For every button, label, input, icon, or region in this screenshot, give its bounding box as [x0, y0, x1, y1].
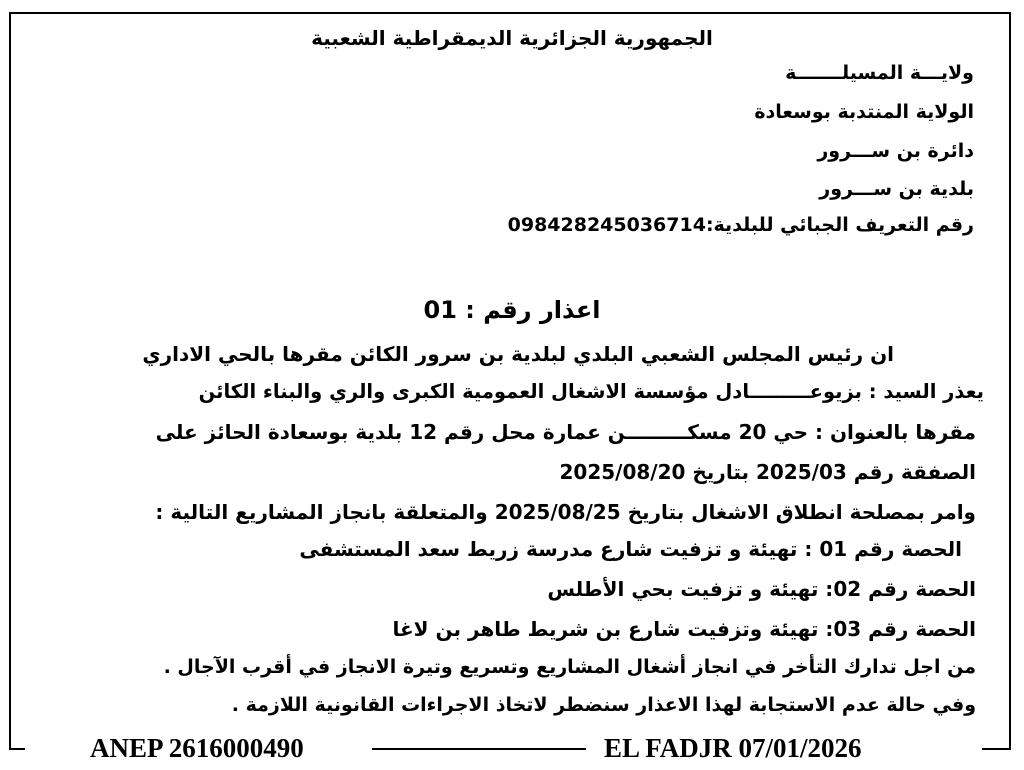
frame-bottom-left — [9, 748, 25, 750]
anep-reference: ANEP 2616000490 — [84, 733, 310, 763]
daira-line: دائرة بن ســـرور — [817, 140, 974, 162]
frame-bottom-right — [982, 748, 1011, 750]
lot-2-line: الحصة رقم 02: تهيئة و تزفيت بحي الأطلس — [547, 577, 976, 601]
wilaya-line: ولايـــة المسيلـــــــة — [785, 62, 974, 84]
body-line-2: يعذر السيد : بزيوعـــــــــادل مؤسسة الاشغال العمومية الكبرى والري والبناء الكائن — [198, 380, 984, 403]
newspaper-reference: EL FADJR 07/01/2026 — [598, 733, 868, 763]
delegated-wilaya-line: الولاية المنتدبة بوسعادة — [754, 101, 974, 123]
lot-1-line: الحصة رقم 01 : تهيئة و تزفيت شارع مدرسة زريط سعد المستشفى — [299, 537, 962, 561]
body-line-5: وامر بمصلحة انطلاق الاشغال بتاريخ 2025/08/25 والمتعلقة بانجاز المشاريع التالية : — [155, 500, 976, 524]
tax-id-line: رقم التعريف الجبائي للبلدية:098428245036714 — [507, 214, 974, 236]
notice-title: اعذار رقم : 01 — [423, 296, 601, 324]
frame-bottom-middle — [372, 748, 586, 750]
republic-title: الجمهورية الجزائرية الديمقراطية الشعبية — [311, 26, 713, 50]
body-line-4: الصفقة رقم 2025/03 بتاريخ 2025/08/20 — [559, 460, 976, 484]
body-line-9: من اجل تدارك التأخر في انجاز أشغال المشاريع وتسريع وتيرة الانجاز في أقرب الآجال . — [163, 656, 976, 678]
body-line-1: ان رئيس المجلس الشعبي البلدي لبلدية بن سرور الكائن مقرها بالحي الاداري — [142, 342, 894, 366]
lot-3-line: الحصة رقم 03: تهيئة وتزفيت شارع بن شريط طاهر بن لاغا — [392, 617, 976, 641]
body-line-3: مقرها بالعنوان : حي 20 مسكـــــــــن عمارة محل رقم 12 بلدية بوسعادة الحائز على — [155, 420, 976, 444]
commune-line: بلدية بن ســـرور — [819, 178, 974, 200]
body-line-10: وفي حالة عدم الاستجابة لهذا الاعذار سنضطر لاتخاذ الاجراءات القانونية اللازمة . — [231, 694, 976, 716]
